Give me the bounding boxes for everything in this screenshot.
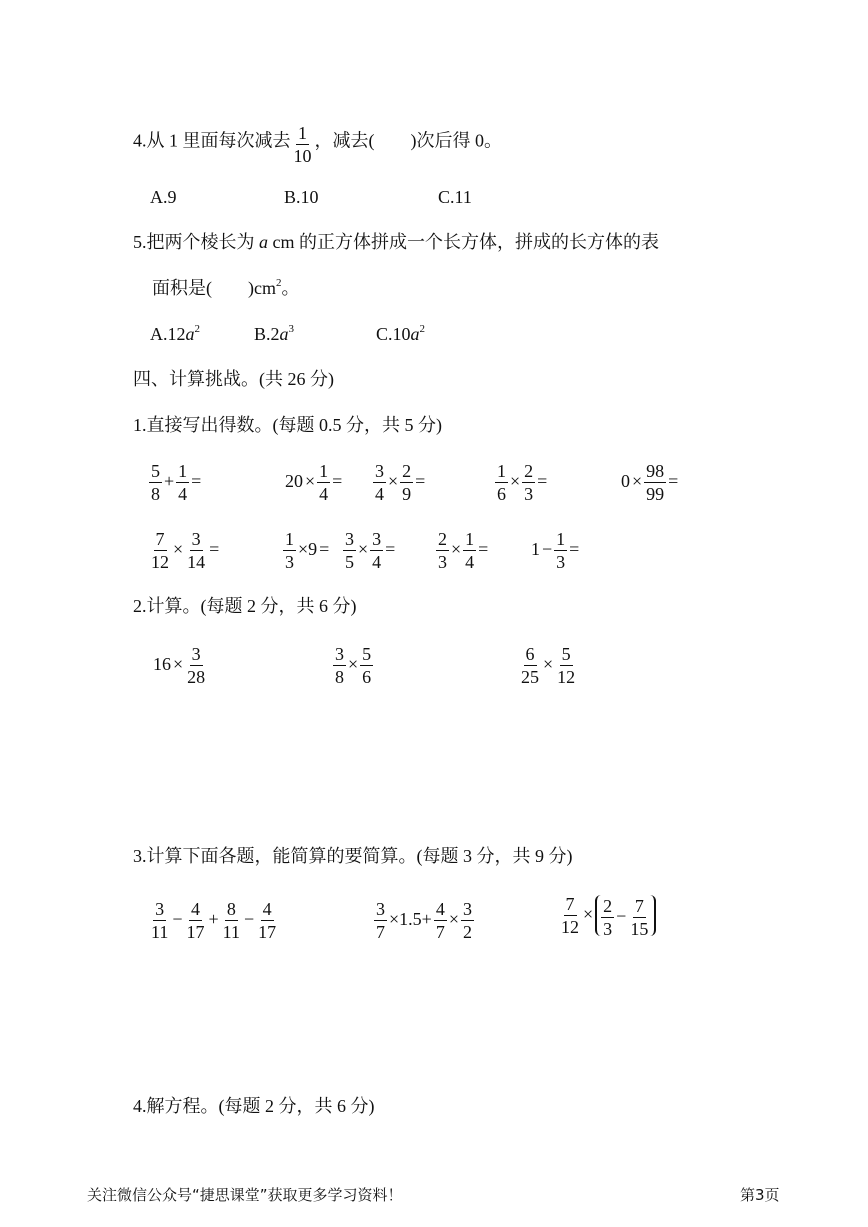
fraction: $\frac{5}{12}$ <box>557 644 576 687</box>
calculation-item: 16 × $\frac{3}{28}$ <box>153 644 206 687</box>
q5-option-c: $C.10a^2$ <box>376 323 426 344</box>
fraction: $\frac{3}{8}$ <box>335 644 344 687</box>
mental-math-item: 20 × $\frac{1}{4}$ = <box>285 461 343 504</box>
page-number: 第3页 <box>740 1186 780 1204</box>
fraction: $\frac{3}{7}$ <box>376 899 385 942</box>
fraction: $\frac{1}{3}$ <box>556 529 566 572</box>
calculation-item: $\frac{6}{25}$ × $\frac{5}{12}$ <box>521 644 576 687</box>
q4-option-b: B.10 <box>284 187 319 207</box>
fraction: $\frac{1}{3}$ <box>285 529 294 572</box>
fraction: $\frac{1}{10}$ <box>293 123 312 166</box>
fraction: $\frac{3}{4}$ <box>372 529 382 572</box>
fraction: $\frac{4}{17}$ <box>186 899 205 942</box>
question-4 <box>133 122 502 166</box>
part-3-heading: 3.计算下面各题，能简算的要简算。(每题 3 分，共 9 分) <box>133 846 573 866</box>
part-1-heading: 1.直接写出得数。(每题 0.5 分，共 5 分) <box>133 415 442 435</box>
simplify-item: $\frac{7}{12}$ × $\frac{2}{3}$ − $\frac{7}{15}$ <box>558 893 656 934</box>
fraction: $\frac{3}{11}$ <box>151 899 169 942</box>
fraction: $\frac{2}{9}$ <box>402 461 412 504</box>
mental-math-item: $\frac{5}{8}$ + $\frac{1}{4}$ = <box>151 461 202 504</box>
fraction: $\frac{1}{4}$ <box>178 461 188 504</box>
fraction: $\frac{8}{11}$ <box>222 899 240 942</box>
mental-math-item: 0 × $\frac{98}{99}$ = <box>621 461 679 504</box>
fraction: $\frac{1}{4}$ <box>465 529 475 572</box>
fraction: $\frac{6}{25}$ <box>521 644 539 687</box>
fraction: $\frac{3}{14}$ <box>187 529 206 572</box>
part-4-heading: 4.解方程。(每题 2 分，共 6 分) <box>133 1096 375 1116</box>
mental-math-item: $\frac{1}{3}$ ×9 = <box>285 529 330 572</box>
fraction: $\frac{3}{5}$ <box>345 529 354 572</box>
mental-math-item: $\frac{3}{4}$ × $\frac{2}{9}$ = <box>375 461 426 504</box>
fraction: $\frac{1}{6}$ <box>497 461 506 504</box>
mental-math-item: 1 − $\frac{1}{3}$ = <box>531 529 580 572</box>
question-4-text-end: ，减去( )次后得 0。 <box>314 130 502 151</box>
fraction: $\frac{3}{28}$ <box>187 644 206 687</box>
mental-math-item: $\frac{7}{12}$ × $\frac{3}{14}$ = <box>151 529 220 572</box>
q4-option-a: A.9 <box>150 187 177 207</box>
fraction: $\frac{4}{17}$ <box>258 899 277 942</box>
fraction: $\frac{7}{15}$ <box>630 896 649 939</box>
fraction: $\frac{1}{4}$ <box>319 461 329 504</box>
part-2-heading: 2.计算。(每题 2 分，共 6 分) <box>133 596 357 616</box>
question-5-line-1: 5.把两个棱长为 a cm 的正方体拼成一个长方体，拼成的长方体的表 <box>133 232 659 252</box>
mental-math-item: $\frac{2}{3}$ × $\frac{1}{4}$ = <box>438 529 489 572</box>
footer-note: 关注微信公众号“捷思课堂”获取更多学习资料！ <box>87 1186 403 1204</box>
q4-option-c: C.11 <box>438 187 472 207</box>
calculation-item: $\frac{3}{8}$ × $\frac{5}{6}$ <box>335 644 372 687</box>
fraction: $\frac{5}{6}$ <box>362 644 372 687</box>
question-5-line-2: 面积是( )$cm^2$。 <box>152 277 300 298</box>
q5-option-b: $B.2a^3$ <box>254 323 295 344</box>
fraction: $\frac{4}{7}$ <box>435 899 445 942</box>
fraction: $\frac{5}{8}$ <box>151 461 160 504</box>
fraction: $\frac{7}{12}$ <box>561 894 579 937</box>
q5-option-a: $A.12a^2$ <box>150 323 200 344</box>
simplify-item: $\frac{3}{11}$ − $\frac{4}{17}$ + $\frac{8}{11}$ − $\frac{4}{17}$ <box>151 899 277 942</box>
fraction: $\frac{3}{2}$ <box>462 899 472 942</box>
fraction: $\frac{2}{3}$ <box>524 461 534 504</box>
fraction: $\frac{3}{4}$ <box>375 461 384 504</box>
parentheses: $\frac{2}{3}$ − $\frac{7}{15}$ <box>595 895 656 936</box>
simplify-item: $\frac{3}{7}$ ×1.5+ $\frac{4}{7}$ × $\frac{3}{2}$ <box>376 899 472 942</box>
fraction: $\frac{2}{3}$ <box>603 896 613 939</box>
mental-math-item: $\frac{3}{5}$ × $\frac{3}{4}$ = <box>345 529 396 572</box>
question-4-text-start: 4.从 1 里面每次减去 <box>133 130 291 151</box>
fraction: $\frac{7}{12}$ <box>151 529 169 572</box>
mental-math-item: $\frac{1}{6}$ × $\frac{2}{3}$ = <box>497 461 548 504</box>
fraction: $\frac{2}{3}$ <box>438 529 447 572</box>
section-4-title: 四、计算挑战。(共 26 分) <box>133 369 334 389</box>
fraction: $\frac{98}{99}$ <box>646 461 665 504</box>
